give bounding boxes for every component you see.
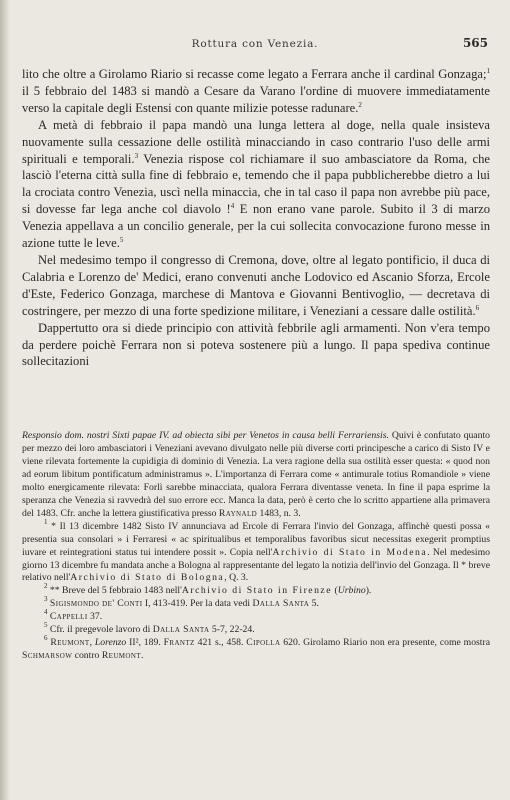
author-name: Raynald xyxy=(218,507,258,519)
text-run: ( xyxy=(332,585,338,597)
main-text xyxy=(22,66,490,370)
footnote-4 xyxy=(22,608,490,624)
author-name: Cappelli xyxy=(49,611,88,623)
footnote-ref: 3 xyxy=(134,151,139,160)
paragraph-2 xyxy=(22,117,490,252)
archive-name: Archivio di Stato di Bologna xyxy=(70,572,225,584)
text-run: Venezia rispose col richiamare il suo ambasciatore da Roma, che lasciò l'eterna città sulla fine di febbraio e, temendo che il papa pubblicherebbe dietro a lui la crociata contro Venezia, uscì nella minaccia, che in tal caso il papa non avrebbe più pace, si dovesse far lega anche col diavolo ! xyxy=(22,151,490,217)
footnote-ref: 5 xyxy=(119,236,124,245)
place-name: Urbino xyxy=(337,585,366,597)
page-header xyxy=(22,38,488,54)
archive-name: Archivio di Stato in Firenze xyxy=(181,585,333,597)
footnote-mark: 4 xyxy=(44,608,48,617)
text-run: E non erano vane parole. Subito il 3 di marzo Venezia appellava a un concilio generale, per la cui sollecita convocazione furono messe in azione tutte le leve. xyxy=(22,202,490,251)
text-run: . xyxy=(141,650,144,662)
footnote-1 xyxy=(22,517,490,586)
footnote-mark: 6 xyxy=(44,634,48,643)
paragraph-1 xyxy=(22,66,490,117)
footnote-ref: 1 xyxy=(486,67,490,75)
text-run: 620. Girolamo Riario non era presente, come mostra xyxy=(280,637,491,649)
text-run: Nel medesimo tempo il congresso di Cremona, dove, oltre al legato pontificio, il duca di Calabria e Lorenzo de' Medici, erano convenuti anche Lodovico ed Ascanio Sforza, Ercole d'Este, Federico Gonzaga, marchese di Mantova e Giovanni Bentivoglio, — decretava di costringere, per mezzo di una forte spedizione militare, i Veneziani a cessare dalle ostilità. xyxy=(22,252,490,318)
footnote-mark: 3 xyxy=(44,595,48,604)
text-run: , Q. 3. xyxy=(224,572,249,584)
text-run: contro xyxy=(72,650,102,662)
text-run: 5-7, 22-24. xyxy=(209,624,255,636)
text-run: il 5 febbraio del 1483 si mandò a Cesare da Varano l'ordine di muovere immediatamente verso la capitale degli Estensi con quante milizie potesse radunare. xyxy=(22,83,490,115)
text-run: 421 s., 458. xyxy=(194,637,247,649)
footnote-ref: 4 xyxy=(230,202,235,211)
paragraph-4 xyxy=(22,320,490,371)
author-name: Reumont xyxy=(101,650,142,662)
footnote-3 xyxy=(22,595,490,611)
footnote-5 xyxy=(22,621,490,637)
author-name: Sigismondo de' Conti xyxy=(49,598,143,610)
book-title: Lorenzo xyxy=(94,637,127,649)
text-run: Cfr. il pregevole lavoro di xyxy=(47,624,153,636)
footnote-mark: 5 xyxy=(44,621,48,630)
archive-name: Archivio di Stato in Modena xyxy=(272,546,428,558)
text-run: 1483, n. 3. xyxy=(257,507,301,519)
footnote-ref: 2 xyxy=(358,100,362,109)
text-run: lito che oltre a Girolamo Riario si recasse come legato a Ferrara anche il cardinal Gonzaga; xyxy=(22,67,487,81)
text-run: * Il 13 dicembre 1482 Sisto IV annunciava ad Ercole di Ferrara l'invio del Gonzaga, affinchè questi possa « presentia sua consolari » i Ferraresi « ac spiritualibus et temporalibus favoribus sicut necessitas exegerit promptius iuvare et reintegrationi status tui intendere possit ». Copia nell' xyxy=(22,520,490,558)
text-run: II², 189. xyxy=(126,637,164,649)
text-run: A metà di febbraio il papa mandò una lunga lettera al doge, nella quale insisteva nuovamente sulla cessazione delle ostilità minacciando in caso contrario l'uso delle armi spirituali e temporali. xyxy=(22,117,490,166)
text-run: , xyxy=(89,637,95,649)
author-name: Cipolla xyxy=(246,637,281,649)
footnote-ref: 6 xyxy=(475,303,480,312)
footnote-6 xyxy=(22,634,491,663)
author-name: Dalla Santa xyxy=(152,624,210,636)
text-run: 37. xyxy=(87,611,103,623)
text-run: Quivi è confutato quanto per mezzo dei loro ambasciatori i Veneziani avevano divulgato nelle più diverse corti principesche a carico di Sisto IV e viene rilevata fortemente la cupidigia di dominio di Venezia. La vera ragione della sua ostilità esser questa: « quod non ad eorum libitum pontificatum administramus ». L'importanza di Ferrara come « antimurale totius Romandiole » viene molto energicamente rilevata: Forlì sarebbe minacciata, qualora Ferrara diventasse veneta. In fine il papa esprime la speranza che Venezia si ravvedrà del suo errore ecc. Manca la data, però è certo che lo scritto appartiene alla primavera del 1483. Cfr. anche la lettera giustificativa presso xyxy=(22,430,490,519)
author-name: Schmarsow xyxy=(22,650,73,662)
footnote-mark: 1 xyxy=(44,517,48,526)
document-title: Responsio dom. nostri Sixti papae IV. ad obiecta sibi per Venetos in causa belli Ferrariensis. xyxy=(22,430,389,441)
text-run: ** Breve del 5 febbraio 1483 nell' xyxy=(47,585,182,597)
text-run: 5. xyxy=(309,598,319,610)
text-run: ). xyxy=(365,585,372,597)
paragraph-3 xyxy=(22,252,490,320)
page-number: 565 xyxy=(462,36,488,50)
footnote-continuation xyxy=(22,430,490,521)
footnote-2 xyxy=(22,582,490,598)
footnotes xyxy=(22,430,490,663)
running-title: Rottura con Venezia. xyxy=(191,38,319,50)
author-name: Frantz xyxy=(163,637,195,649)
author-name: Dalla Santa xyxy=(252,598,310,610)
author-name: Reumont xyxy=(50,637,90,649)
footnote-mark: 2 xyxy=(44,582,48,591)
text-run: . Nel medesimo giorno 13 dicembre fu mandata anche a Bologna al rappresentante del legato la notizia dell'invio del Gonzaga. Il * breve relativo nell' xyxy=(22,546,490,584)
text-run: Dappertutto ora si diede principio con attività febbrile agli armamenti. Non v'era tempo da perdere poichè Ferrara non si poteva sostenere più a lungo. Il papa spediva continue sollecitazioni xyxy=(22,320,490,369)
text-run: I, 413-419. Per la data vedi xyxy=(142,598,253,610)
